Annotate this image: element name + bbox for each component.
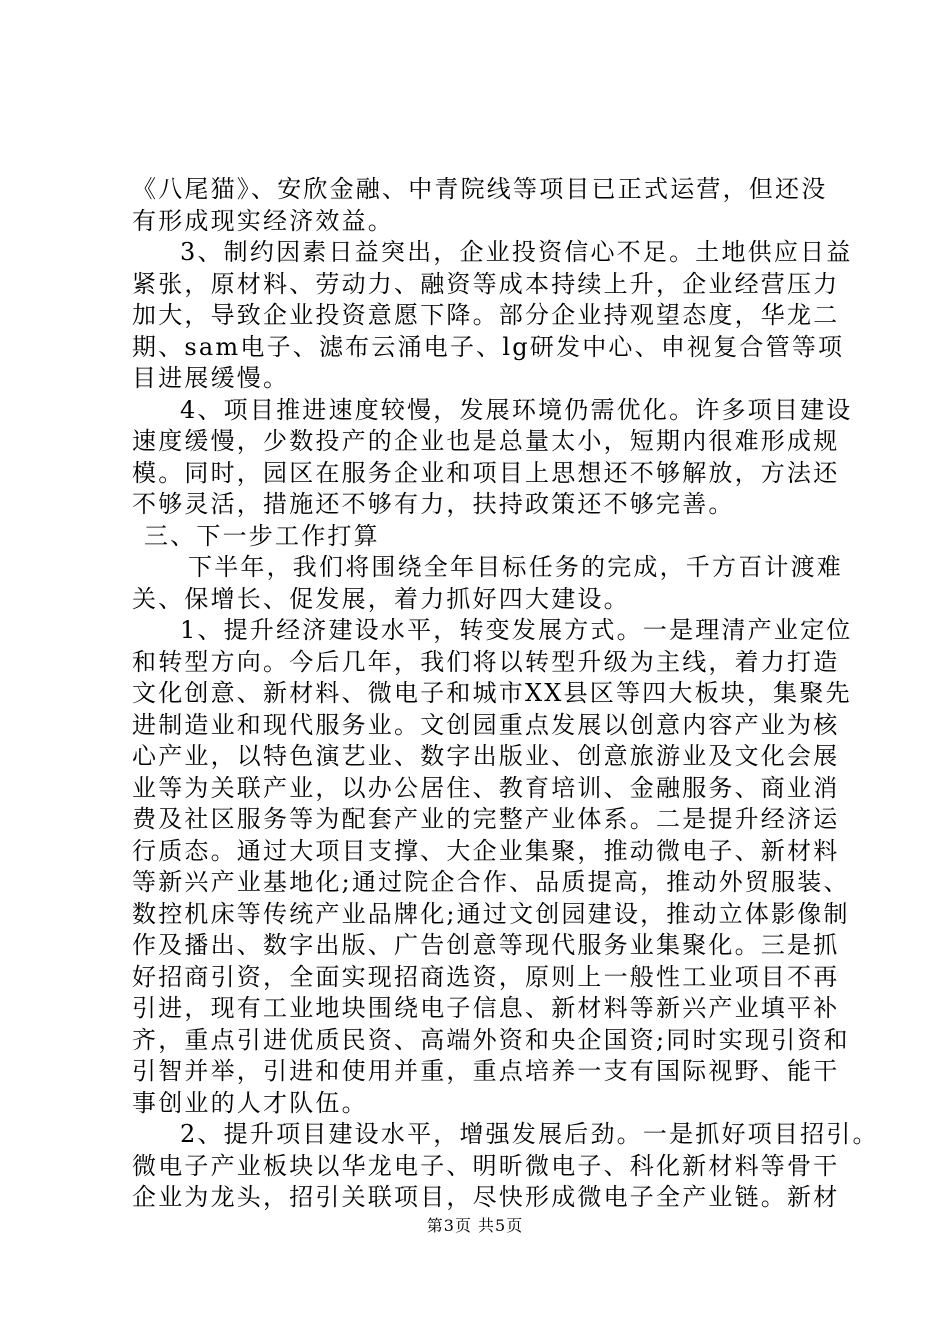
- section-heading: 三、下一步工作打算: [144, 521, 380, 550]
- text-line: 文化创意、新材料、微电子和城市XX县区等四大板块，集聚先: [132, 679, 852, 707]
- page-number-footer: 第3页 共5页: [426, 1216, 524, 1235]
- text-line: 心产业，以特色演艺业、数字出版业、创意旅游业及文化会展: [132, 742, 840, 770]
- text-line: 作及播出、数字出版、广告创意等现代服务业集聚化。三是抓: [132, 931, 840, 959]
- text-line: 4、项目推进速度较慢，发展环境仍需优化。许多项目建设: [180, 395, 853, 424]
- text-line: 模。同时，园区在服务企业和项目上思想还不够解放，方法还: [132, 458, 840, 487]
- text-line: 等新兴产业基地化;通过院企合作、品质提高，推动外贸服装、: [132, 868, 850, 896]
- text-line: 加大，导致企业投资意愿下降。部分企业持观望态度，华龙二: [132, 301, 840, 329]
- text-line: 3、制约因素日益突出，企业投资信心不足。土地供应日益: [180, 238, 853, 266]
- text-line: 事创业的人才队伍。: [132, 1088, 368, 1117]
- text-line: 1、提升经济建设水平，转变发展方式。一是理清产业定位: [180, 616, 853, 644]
- text-line: 期、sam电子、滤布云涌电子、lg研发中心、申视复合管等项: [132, 332, 845, 361]
- text-line: 目进展缓慢。: [132, 364, 290, 392]
- text-line: 和转型方向。今后几年，我们将以转型升级为主线，着力打造: [132, 647, 840, 676]
- text-line: 进制造业和现代服务业。文创园重点发展以创意内容产业为核: [132, 710, 840, 739]
- text-line: 不够灵活，措施还不够有力，扶持政策还不够完善。: [132, 490, 735, 518]
- text-line: 企业为龙头，招引关联项目，尽快形成微电子全产业链。新材: [132, 1183, 840, 1211]
- text-line: 业等为关联产业，以办公居住、教育培训、金融服务、商业消: [132, 773, 840, 802]
- text-line: 齐，重点引进优质民资、高端外资和央企国资;同时实现引资和: [132, 1025, 850, 1054]
- text-line: 引进，现有工业地块围绕电子信息、新材料等新兴产业填平补: [132, 994, 840, 1022]
- text-line: 行质态。通过大项目支撑、大企业集聚，推动微电子、新材料: [132, 836, 840, 865]
- text-line: 速度缓慢，少数投产的企业也是总量太小，短期内很难形成规: [132, 427, 840, 455]
- text-line: 《八尾猫》、安欣金融、中青院线等项目已正式运营，但还没: [132, 175, 828, 203]
- text-line: 引智并举，引进和使用并重，重点培养一支有国际视野、能干: [132, 1057, 840, 1085]
- text-line: 下半年，我们将围绕全年目标任务的完成，千方百计渡难: [188, 553, 843, 581]
- text-line: 有形成现实经济效益。: [132, 206, 394, 235]
- document-body: [132, 174, 879, 1214]
- text-line: 紧张，原材料、劳动力、融资等成本持续上升，企业经营压力: [132, 269, 840, 298]
- text-line: 2、提升项目建设水平，增强发展后劲。一是抓好项目招引。: [180, 1120, 879, 1148]
- text-line: 好招商引资，全面实现招商选资，原则上一般性工业项目不再: [132, 962, 840, 991]
- text-line: 微电子产业板块以华龙电子、明昕微电子、科化新材料等骨干: [132, 1151, 840, 1180]
- text-line: 关、保增长、促发展，着力抓好四大建设。: [132, 584, 630, 613]
- text-line: 数控机床等传统产业品牌化;通过文创园建设，推动立体影像制: [132, 899, 850, 928]
- text-line: 费及社区服务等为配套产业的完整产业体系。二是提升经济运: [132, 805, 840, 833]
